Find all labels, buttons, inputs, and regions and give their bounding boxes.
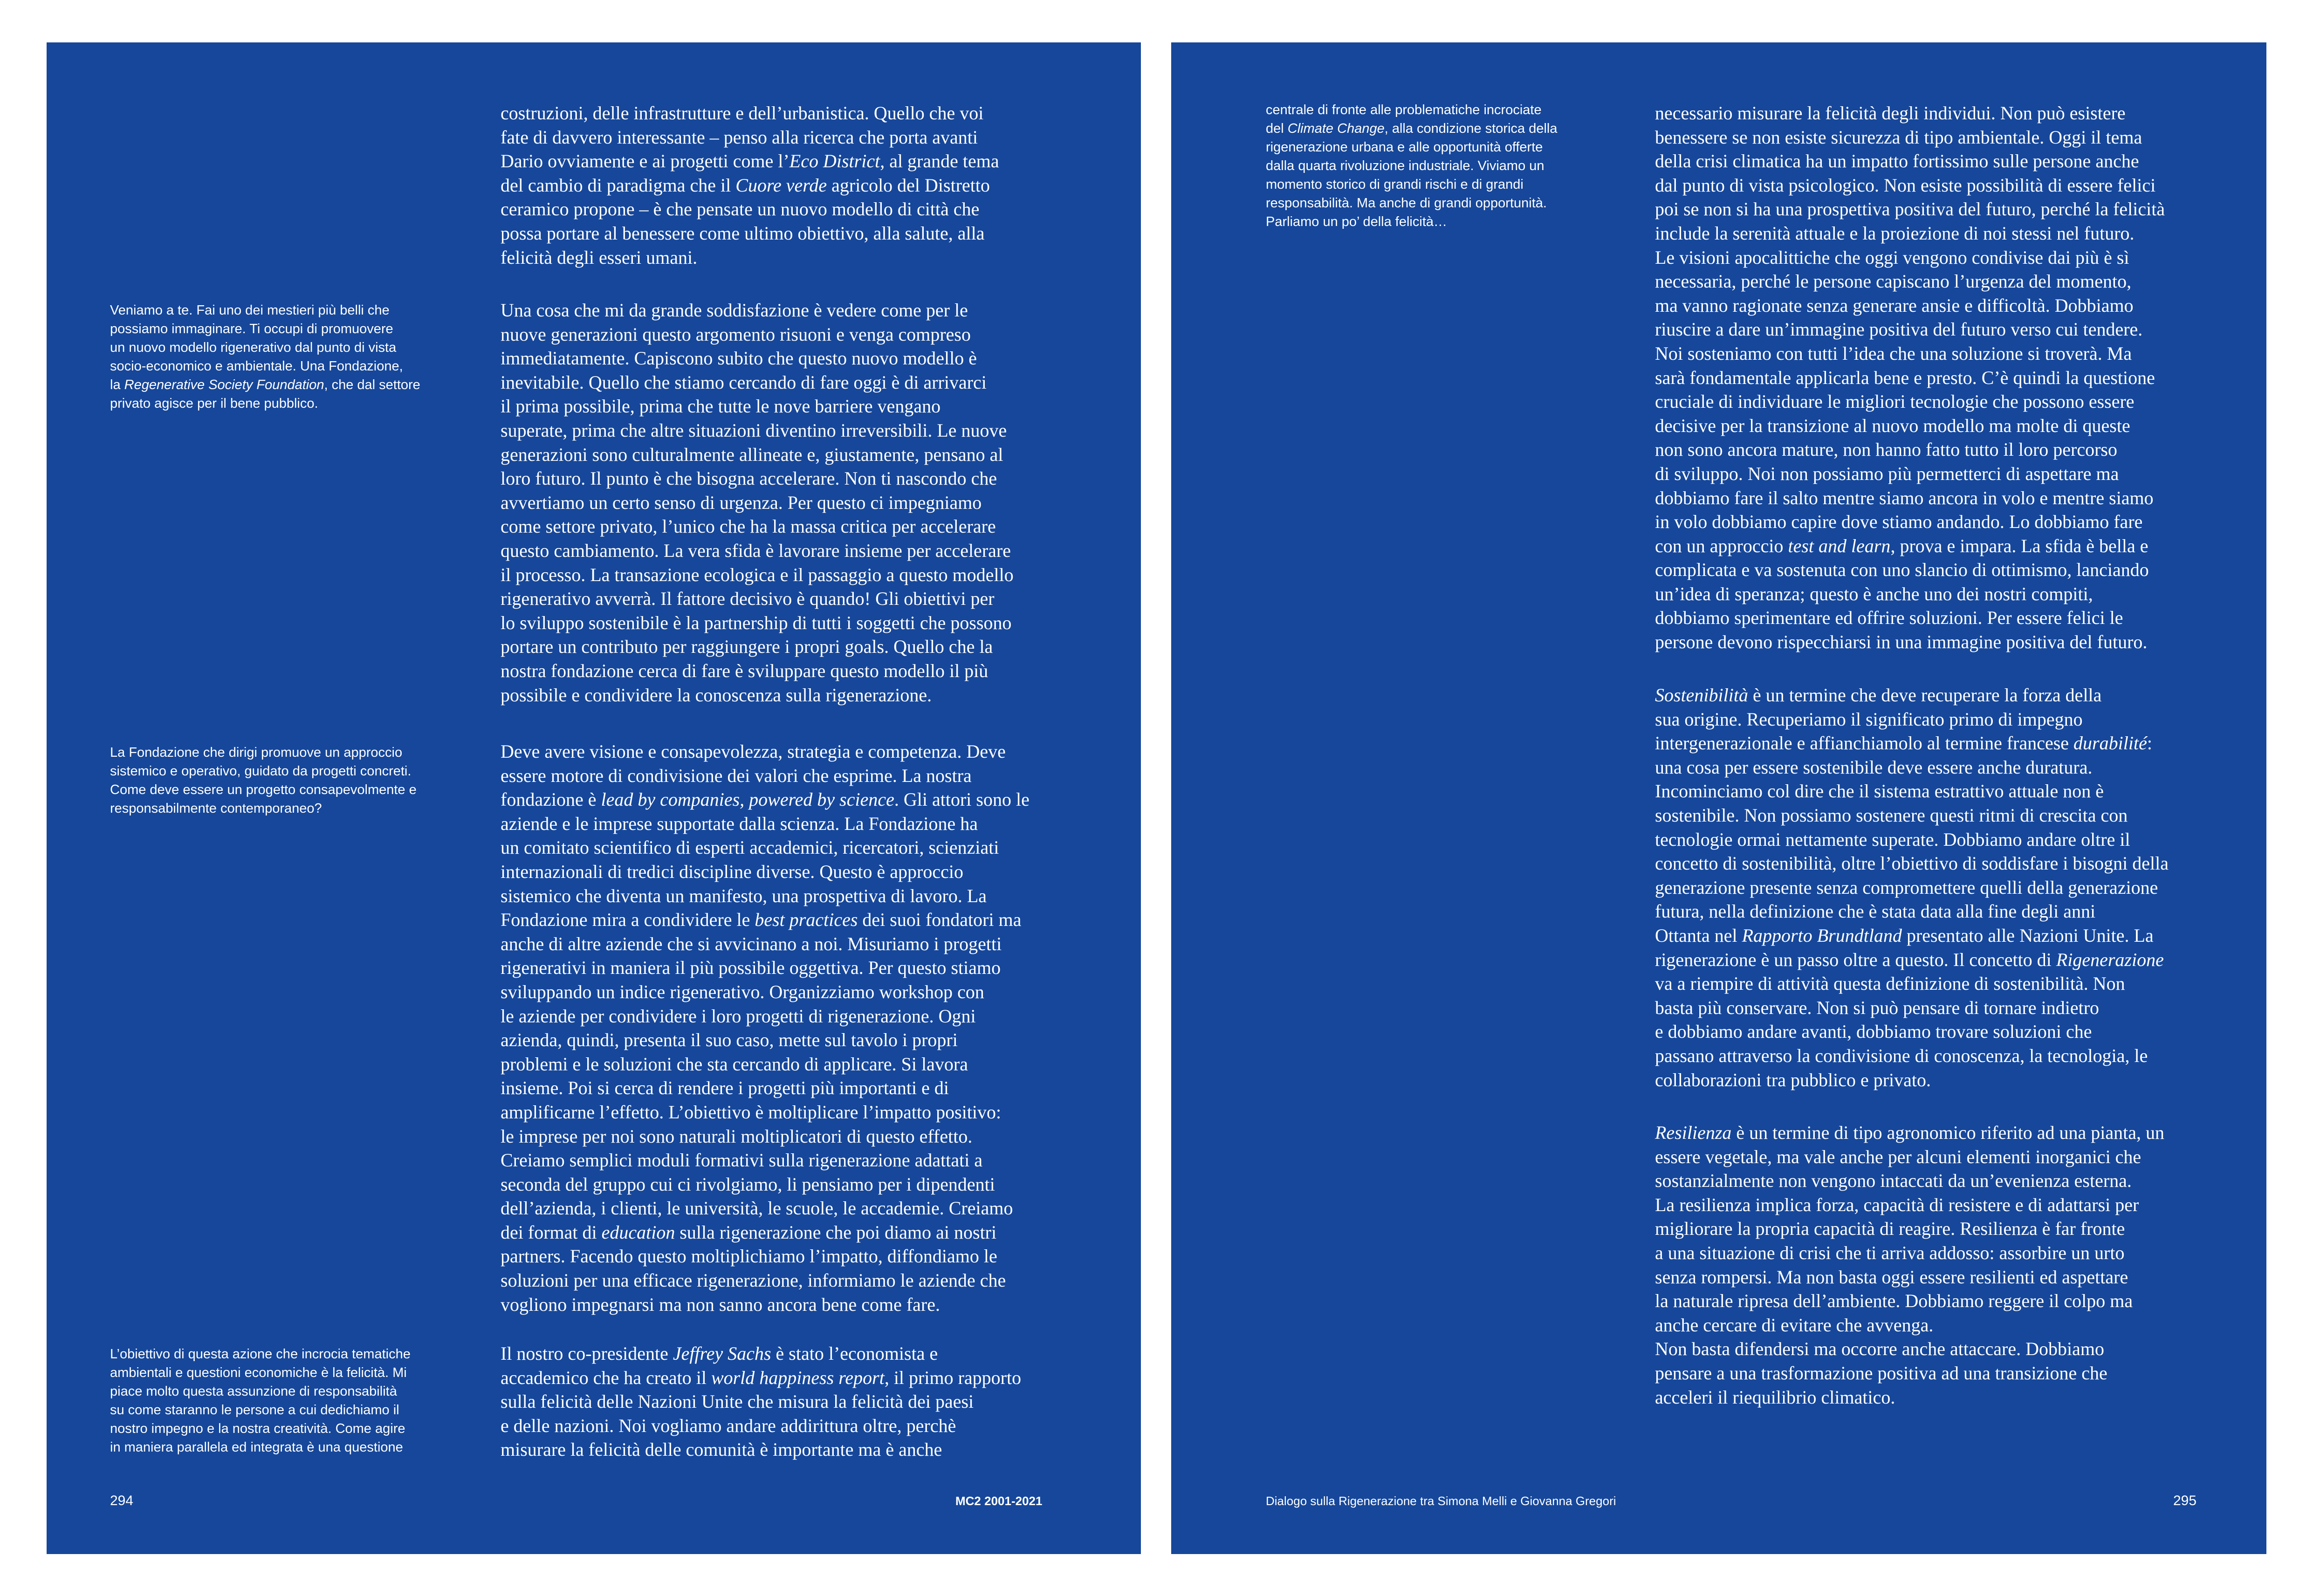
text-line: dalla quarta rivoluzione industriale. Viviamo un bbox=[1266, 158, 1544, 173]
italic-term: durabilité bbox=[2073, 733, 2147, 754]
text-line: sistemico che diventa un manifesto, una prospettiva di lavoro. La bbox=[501, 885, 987, 906]
text-line: con un approccio test and learn, prova e impara. La sfida è bella e bbox=[1655, 535, 2148, 556]
text-line: privato agisce per il bene pubblico. bbox=[110, 396, 318, 411]
text-line: La Fondazione che dirigi promuove un approccio bbox=[110, 745, 403, 760]
text-line: include la serenità attuale e la proiezione di noi stessi nel futuro. bbox=[1655, 222, 2135, 244]
answer-paragraph-continued bbox=[1655, 101, 2165, 654]
italic-term: Resilienza bbox=[1655, 1122, 1732, 1143]
text-line: internazionali di tredici discipline diverse. Questo è approccio bbox=[501, 861, 963, 882]
text-line: sarà fondamentale applicarla bene e presto. C’è quindi la questione bbox=[1655, 367, 2155, 388]
text-line: Dario ovviamente e ai progetti come l’Eco District, al grande tema bbox=[501, 151, 999, 172]
interview-question-1 bbox=[110, 301, 420, 413]
text-line: necessario misurare la felicità degli individui. Non può esistere bbox=[1655, 103, 2126, 123]
text-line: azienda, quindi, presenta il suo caso, mette sul tavolo i propri bbox=[501, 1029, 958, 1051]
interview-question-3 bbox=[110, 1345, 411, 1457]
answer-paragraph-3 bbox=[501, 740, 1030, 1316]
text-line: dobbiamo sperimentare ed offrire soluzioni. Per essere felici le bbox=[1655, 607, 2123, 629]
italic-term: Eco District bbox=[789, 151, 880, 172]
interview-question-continued bbox=[1266, 101, 1558, 231]
text-line: aziende e le imprese supportate dalla scienza. La Fondazione ha bbox=[501, 813, 978, 834]
text-line: un comitato scientifico di esperti accademici, ricercatori, scienziati bbox=[501, 837, 999, 858]
text-line: anche cercare di evitare che avvenga. bbox=[1655, 1314, 1934, 1336]
text-line: rigenerativi in maniera il più possibile oggettiva. Per questo stiamo bbox=[501, 957, 1001, 979]
text-line: della crisi climatica ha un impatto fortissimo sulle persone anche bbox=[1655, 151, 2139, 172]
text-line: su come staranno le persone a cui dedichiamo il bbox=[110, 1403, 399, 1418]
text-line: di sviluppo. Noi non possiamo più permetterci di aspettare ma bbox=[1655, 463, 2119, 484]
text-line: in maniera parallela ed integrata è una questione bbox=[110, 1440, 403, 1455]
answer-paragraph-4 bbox=[501, 1342, 1021, 1462]
text-line: sistemico e operativo, guidato da progetti concreti. bbox=[110, 764, 412, 779]
text-line: riuscire a dare un’immagine positiva del futuro verso cui tendere. bbox=[1655, 319, 2143, 340]
italic-term: best practices bbox=[755, 909, 858, 931]
text-line: del Climate Change, alla condizione storica della bbox=[1266, 121, 1558, 136]
text-line: inevitabile. Quello che stiamo cercando di fare oggi è di arrivarci bbox=[501, 371, 987, 393]
text-line: come settore privato, l’unico che ha la massa critica per accelerare bbox=[501, 516, 996, 537]
text-line: Veniamo a te. Fai uno dei mestieri più belli che bbox=[110, 303, 390, 318]
text-line: le aziende per condividere i loro progetti di rigenerazione. Ogni bbox=[501, 1005, 976, 1027]
text-line: le imprese per noi sono naturali moltiplicatori di questo effetto. bbox=[501, 1125, 973, 1147]
text-line: superate, prima che altre situazioni diventino irreversibili. Le nuove bbox=[501, 419, 1007, 441]
text-line: decisive per la transizione al nuovo modello ma molte di queste bbox=[1655, 415, 2130, 436]
text-line: Le visioni apocalittiche che oggi vengono condivise dai più è sì bbox=[1655, 247, 2129, 268]
text-line: essere vegetale, ma vale anche per alcuni elementi inorganici che bbox=[1655, 1146, 2141, 1167]
text-line: possiamo immaginare. Ti occupi di promuovere bbox=[110, 322, 393, 336]
text-line: Una cosa che mi da grande soddisfazione è vedere come per le bbox=[501, 300, 968, 321]
text-line: insieme. Poi si cerca di rendere i progetti più importanti e di bbox=[501, 1077, 949, 1099]
text-line: Non basta difendersi ma occorre anche attaccare. Dobbiamo bbox=[1655, 1338, 2104, 1360]
text-line: Incominciamo col dire che il sistema estrattivo attuale non è bbox=[1655, 781, 2104, 802]
answer-paragraph-2 bbox=[501, 298, 1014, 707]
page-number: 294 bbox=[110, 1493, 134, 1508]
answer-paragraph-resilienza bbox=[1655, 1121, 2164, 1409]
text-line: collaborazioni tra pubblico e privato. bbox=[1655, 1069, 1931, 1090]
page-number: 295 bbox=[2173, 1493, 2197, 1508]
italic-term: Rapporto Brundtland bbox=[1742, 925, 1902, 946]
text-line: il processo. La transazione ecologica e il passaggio a questo modello bbox=[501, 564, 1014, 585]
text-line: dal punto di vista psicologico. Non esiste possibilità di essere felici bbox=[1655, 174, 2156, 196]
text-line: migliorare la propria capacità di reagire. Resilienza è far fronte bbox=[1655, 1218, 2125, 1240]
text-line: momento storico di grandi rischi e di grandi bbox=[1266, 177, 1524, 192]
text-line: portare un contributo per raggiungere i propri goals. Quello che la bbox=[501, 636, 993, 658]
italic-term: Jeffrey Sachs bbox=[673, 1343, 771, 1364]
text-line: tecnologie ormai nettamente superate. Dobbiamo andare oltre il bbox=[1655, 829, 2130, 850]
text-line: sostenibile. Non possiamo sostenere questi ritmi di crescita con bbox=[1655, 804, 2128, 826]
italic-term: education bbox=[601, 1221, 675, 1243]
text-line: pensare a una trasformazione positiva ad una transizione che bbox=[1655, 1362, 2107, 1384]
text-line: costruzioni, delle infrastrutture e dell’urbanistica. Quello che voi bbox=[501, 103, 984, 123]
text-line: soluzioni per una efficace rigenerazione, informiamo le aziende che bbox=[501, 1270, 1006, 1291]
text-line: possibile e condividere la conoscenza sulla rigenerazione. bbox=[501, 684, 932, 706]
text-line: fate di davvero interessante – penso alla ricerca che porta avanti bbox=[501, 126, 978, 148]
text-line: la naturale ripresa dell’ambiente. Dobbiamo reggere il colpo ma bbox=[1655, 1290, 2133, 1312]
text-line: sviluppando un indice rigenerativo. Organizziamo workshop con bbox=[501, 981, 984, 1002]
text-line: possa portare al benessere come ultimo obiettivo, alla salute, alla bbox=[501, 222, 985, 244]
text-line: Sostenibilità è un termine che deve recuperare la forza della bbox=[1655, 685, 2102, 706]
text-line: ma vanno ragionate senza generare ansie e difficoltà. Dobbiamo bbox=[1655, 295, 2134, 316]
text-line: a una situazione di crisi che ti arriva addosso: assorbire un urto bbox=[1655, 1242, 2125, 1263]
text-line: Noi sosteniamo con tutti l’idea che una soluzione si troverà. Ma bbox=[1655, 342, 2132, 364]
text-line: complicata e va sostenuta con uno slancio di ottimismo, lanciando bbox=[1655, 559, 2149, 581]
text-line: problemi e le soluzioni che sta cercando di applicare. Si lavora bbox=[501, 1053, 968, 1075]
text-line: Fondazione mira a condividere le best practices dei suoi fondatori ma bbox=[501, 909, 1022, 931]
text-line: generazione presente senza compromettere quelli della generazione bbox=[1655, 877, 2158, 898]
text-line: amplificarne l’effetto. L’obiettivo è moltiplicare l’impatto positivo: bbox=[501, 1101, 1002, 1123]
text-line: La resilienza implica forza, capacità di resistere e di adattarsi per bbox=[1655, 1194, 2139, 1215]
text-line: dobbiamo fare il salto mentre siamo ancora in volo e mentre siamo bbox=[1655, 487, 2154, 508]
text-line: responsabilmente contemporaneo? bbox=[110, 801, 322, 816]
running-footer-title: Dialogo sulla Rigenerazione tra Simona Melli e Giovanna Gregori bbox=[1266, 1494, 1616, 1508]
text-line: dell’azienda, i clienti, le università, le scuole, le accademie. Creiamo bbox=[501, 1198, 1013, 1219]
italic-term: Cuore verde bbox=[735, 174, 827, 196]
text-line: sua origine. Recuperiamo il significato primo di impegno bbox=[1655, 708, 2083, 730]
interview-question-2 bbox=[110, 743, 417, 818]
text-line: ambientali e questioni economiche è la felicità. Mi bbox=[110, 1365, 407, 1380]
text-line: centrale di fronte alle problematiche incrociate bbox=[1266, 103, 1542, 117]
text-line: Il nostro co-presidente Jeffrey Sachs è stato l’economista e bbox=[501, 1343, 938, 1364]
text-line: sostanzialmente non vengono intaccati da un’evenienza esterna. bbox=[1655, 1170, 2132, 1192]
text-line: ceramico propone – è che pensate un nuovo modello di città che bbox=[501, 199, 980, 220]
text-line: concetto di sostenibilità, oltre l’obiettivo di soddisfare i bisogni della bbox=[1655, 853, 2169, 874]
text-line: acceleri il riequilibrio climatico. bbox=[1655, 1386, 1895, 1408]
text-line: vogliono impegnarsi ma non sanno ancora bene come fare. bbox=[501, 1294, 940, 1315]
text-line: accademico che ha creato il world happiness report, il primo rapporto bbox=[501, 1367, 1022, 1388]
italic-term: Regenerative Society Foundation bbox=[124, 377, 324, 392]
text-line: e delle nazioni. Noi vogliamo andare addirittura oltre, perchè bbox=[501, 1415, 956, 1436]
text-line: Creiamo semplici moduli formativi sulla rigenerazione adattati a bbox=[501, 1150, 983, 1171]
text-line: immediatamente. Capiscono subito che questo nuovo modello è bbox=[501, 348, 977, 369]
answer-paragraph-sostenibilita bbox=[1655, 683, 2169, 1092]
text-line: socio-economico e ambientale. Una Fondazione, bbox=[110, 359, 403, 374]
italic-term: Climate Change bbox=[1287, 121, 1385, 136]
text-line: intergenerazionale e affianchiamolo al termine francese durabilité: bbox=[1655, 733, 2152, 754]
italic-term: Rigenerazione bbox=[2056, 949, 2164, 970]
text-line: benessere se non esiste sicurezza di tipo ambientale. Oggi il tema bbox=[1655, 126, 2142, 148]
text-line: avvertiamo un certo senso di urgenza. Per questo ci impegniamo bbox=[501, 492, 982, 513]
text-line: Resilienza è un termine di tipo agronomico riferito ad una pianta, un bbox=[1655, 1122, 2165, 1143]
text-line: lo sviluppo sostenibile è la partnership di tutti i soggetti che possono bbox=[501, 612, 1012, 633]
text-line: misurare la felicità delle comunità è importante ma è anche bbox=[501, 1439, 942, 1460]
text-line: il prima possibile, prima che tutte le nove barriere vengano bbox=[501, 396, 941, 417]
text-line: non sono ancora mature, non hanno fatto tutto il loro percorso bbox=[1655, 439, 2117, 460]
text-line: futura, nella definizione che è stata data alla fine degli anni bbox=[1655, 901, 2096, 922]
italic-term: Sostenibilità bbox=[1655, 685, 1748, 706]
text-line: va a riempire di attività questa definizione di sostenibilità. Non bbox=[1655, 973, 2125, 994]
text-line: passano attraverso la condivisione di conoscenza, la tecnologia, le bbox=[1655, 1045, 2148, 1066]
text-line: rigenerazione è un passo oltre a questo. Il concetto di Rigenerazione bbox=[1655, 949, 2164, 970]
text-line: un nuovo modello rigenerativo dal punto di vista bbox=[110, 340, 397, 355]
text-line: senza rompersi. Ma non basta oggi essere resilienti ed aspettare bbox=[1655, 1266, 2128, 1288]
text-line: nostro impegno e la nostra creatività. Come agire bbox=[110, 1421, 405, 1436]
answer-paragraph-1 bbox=[501, 101, 999, 269]
text-line: generazioni sono culturalmente allineate e, giustamente, pensano al bbox=[501, 444, 1003, 465]
text-line: sulla felicità delle Nazioni Unite che misura la felicità dei paesi bbox=[501, 1391, 974, 1412]
text-line: la Regenerative Society Foundation, che dal settore bbox=[110, 377, 420, 392]
text-line: partners. Facendo questo moltiplichiamo l’impatto, diffondiamo le bbox=[501, 1246, 997, 1267]
text-line: felicità degli esseri umani. bbox=[501, 247, 698, 268]
text-line: rigenerazione urbana e alle opportunità offerte bbox=[1266, 140, 1543, 155]
text-line: in volo dobbiamo capire dove stiamo andando. Lo dobbiamo fare bbox=[1655, 511, 2143, 533]
text-line: responsabilità. Ma anche di grandi opportunità. bbox=[1266, 196, 1547, 211]
text-line: L’obiettivo di questa azione che incrocia tematiche bbox=[110, 1347, 411, 1362]
text-line: Come deve essere un progetto consapevolmente e bbox=[110, 782, 417, 797]
text-line: un’idea di speranza; questo è anche uno dei nostri compiti, bbox=[1655, 583, 2093, 604]
left-page bbox=[47, 42, 1141, 1554]
text-line: dei format di education sulla rigenerazione che poi diamo ai nostri bbox=[501, 1221, 997, 1243]
text-line: del cambio di paradigma che il Cuore verde agricolo del Distretto bbox=[501, 174, 990, 196]
italic-term: lead by companies, powered by science bbox=[601, 789, 894, 810]
text-line: e dobbiamo andare avanti, dobbiamo trovare soluzioni che bbox=[1655, 1021, 2092, 1042]
text-line: Ottanta nel Rapporto Brundtland presentato alle Nazioni Unite. La bbox=[1655, 925, 2154, 946]
text-line: necessaria, perché le persone capiscano l’urgenza del momento, bbox=[1655, 271, 2132, 292]
running-footer-title: MC2 2001-2021 bbox=[955, 1494, 1043, 1508]
right-page bbox=[1171, 42, 2266, 1554]
italic-term: world happiness report bbox=[711, 1367, 885, 1388]
text-line: nuove generazioni questo argomento risuoni e venga compreso bbox=[501, 323, 971, 345]
text-line: nostra fondazione cerca di fare è sviluppare questo modello il più bbox=[501, 660, 988, 681]
text-line: poi se non si ha una prospettiva positiva del futuro, perché la felicità bbox=[1655, 199, 2165, 220]
text-line: fondazione è lead by companies, powered by science. Gli attori sono le bbox=[501, 789, 1030, 810]
text-line: persone devono rispecchiarsi in una immagine positiva del futuro. bbox=[1655, 631, 2148, 653]
text-line: rigenerativo avverrà. Il fattore decisivo è quando! Gli obiettivi per bbox=[501, 588, 995, 610]
text-line: anche di altre aziende che si avvicinano a noi. Misuriamo i progetti bbox=[501, 933, 1002, 954]
text-line: essere motore di condivisione dei valori che esprime. La nostra bbox=[501, 765, 972, 786]
text-line: Parliamo un po’ della felicità… bbox=[1266, 214, 1448, 229]
text-line: basta più conservare. Non si può pensare di tornare indietro bbox=[1655, 997, 2100, 1018]
text-line: cruciale di individuare le migliori tecnologie che possono essere bbox=[1655, 391, 2135, 412]
italic-term: test and learn bbox=[1788, 535, 1891, 556]
text-line: piace molto questa assunzione di responsabilità bbox=[110, 1384, 397, 1399]
text-line: loro futuro. Il punto è che bisogna accelerare. Non ti nascondo che bbox=[501, 468, 997, 489]
text-line: seconda del gruppo cui ci rivolgiamo, li pensiamo per i dipendenti bbox=[501, 1173, 995, 1195]
text-line: una cosa per essere sostenibile deve essere anche duratura. bbox=[1655, 756, 2093, 778]
text-line: Deve avere visione e consapevolezza, strategia e competenza. Deve bbox=[501, 741, 1006, 762]
text-line: questo cambiamento. La vera sfida è lavorare insieme per accelerare bbox=[501, 540, 1011, 561]
